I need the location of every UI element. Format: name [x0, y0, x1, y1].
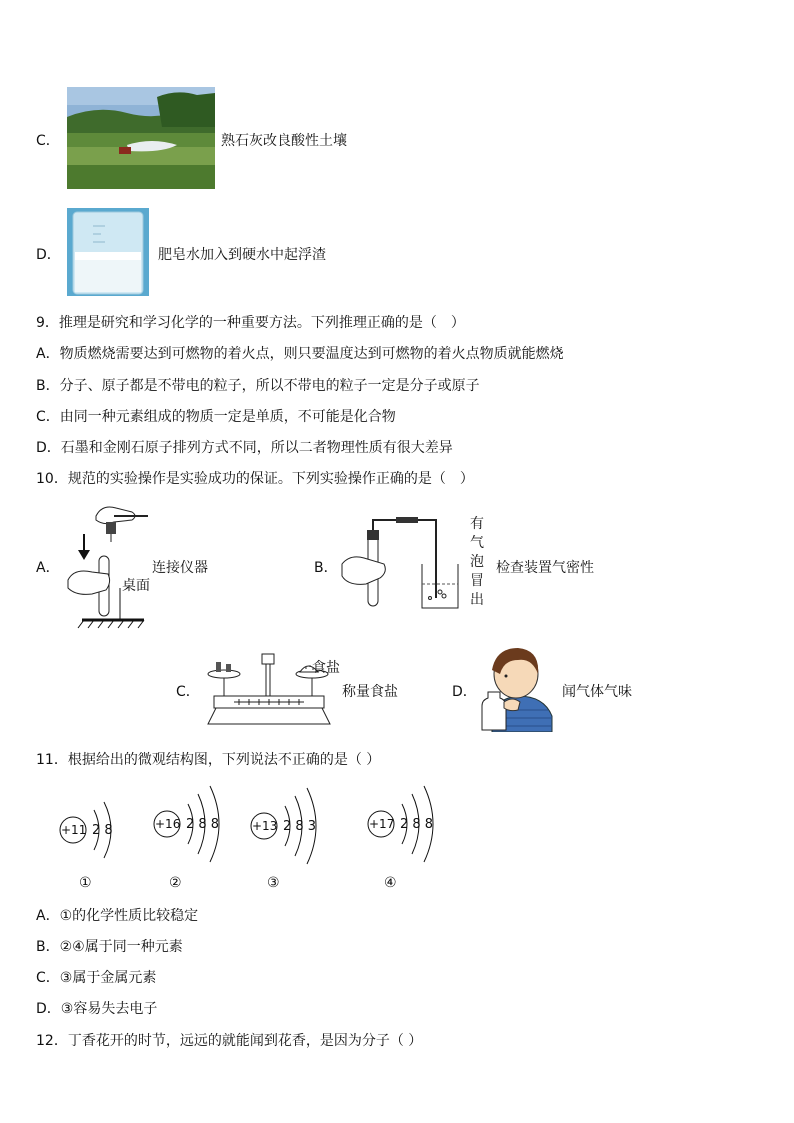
atom-electron-counts: 2 8 8	[186, 817, 220, 832]
q11-option-a: A．①的化学性质比较稳定	[36, 908, 199, 924]
atom-electron-counts: 2 8	[92, 823, 113, 838]
q10-b-label: B．	[314, 560, 338, 576]
field-photo	[67, 87, 215, 189]
connect-apparatus-illustration	[62, 498, 154, 630]
q8-c-text: 熟石灰改良酸性土壤	[221, 133, 347, 149]
bubbles-char: 泡	[470, 554, 484, 570]
q11-stem: 11．根据给出的微观结构图，下列说法不正确的是（ ）	[36, 752, 381, 768]
atom-structure	[58, 792, 128, 864]
bubbles-char: 气	[470, 535, 484, 551]
q12-stem: 12．丁香花开的时节，远远的就能闻到花香，是因为分子（ ）	[36, 1033, 423, 1049]
q10-a-text: 连接仪器	[152, 560, 208, 576]
q10-a-table-label: 桌面	[122, 578, 150, 594]
atom-structure	[152, 782, 232, 866]
atom-label: ②	[169, 875, 182, 891]
atom-structure	[249, 782, 329, 866]
atom-nucleus-charge: +16	[155, 817, 181, 831]
bubbles-char: 冒	[470, 573, 484, 589]
atom-label: ①	[79, 875, 92, 891]
q9-option-b: B．分子、原子都是不带电的粒子，所以不带电的粒子一定是分子或原子	[36, 378, 480, 394]
q10-c-text: 称量食盐	[342, 684, 398, 700]
q11-option-d: D．③容易失去电子	[36, 1001, 158, 1017]
atom-label: ④	[384, 875, 397, 891]
beaker-photo	[67, 208, 149, 296]
q9-stem: 9．推理是研究和学习化学的一种重要方法。下列推理正确的是（ ）	[36, 315, 465, 331]
q10-c-salt-label: 食盐	[312, 660, 340, 676]
q9-option-a: A．物质燃烧需要达到可燃物的着火点，则只要温度达到可燃物的着火点物质就能燃烧	[36, 346, 564, 362]
q9-option-c: C．由同一种元素组成的物质一定是单质，不可能是化合物	[36, 409, 396, 425]
bubbles-char: 出	[470, 592, 484, 608]
q10-c-label: C．	[176, 684, 200, 700]
q10-b-bubbles-label	[470, 515, 486, 610]
smelling-gas-illustration	[478, 644, 554, 732]
airtightness-check-illustration	[340, 512, 465, 612]
q9-option-d: D．石墨和金刚石原子排列方式不同，所以二者物理性质有很大差异	[36, 440, 453, 456]
atom-nucleus-charge: +11	[61, 823, 87, 837]
atom-label: ③	[267, 875, 280, 891]
q10-b-text: 检查装置气密性	[496, 560, 594, 576]
q11-option-b: B．②④属于同一种元素	[36, 939, 183, 955]
q10-stem: 10．规范的实验操作是实验成功的保证。下列实验操作正确的是（ ）	[36, 471, 474, 487]
q8-d-text: 肥皂水加入到硬水中起浮渣	[158, 247, 326, 263]
q8-c-label: C．	[36, 133, 60, 149]
q11-option-c: C．③属于金属元素	[36, 970, 157, 986]
q10-d-text: 闻气体气味	[562, 684, 632, 700]
atom-electron-counts: 2 8 3	[283, 819, 317, 834]
q10-a-label: A．	[36, 560, 60, 576]
q8-d-label: D．	[36, 247, 61, 263]
atom-electron-counts: 2 8 8	[400, 817, 434, 832]
atom-structure	[366, 780, 446, 864]
q10-d-label: D．	[452, 684, 477, 700]
atom-nucleus-charge: +17	[369, 817, 395, 831]
bubbles-char: 有	[470, 516, 484, 532]
atom-nucleus-charge: +13	[252, 819, 278, 833]
